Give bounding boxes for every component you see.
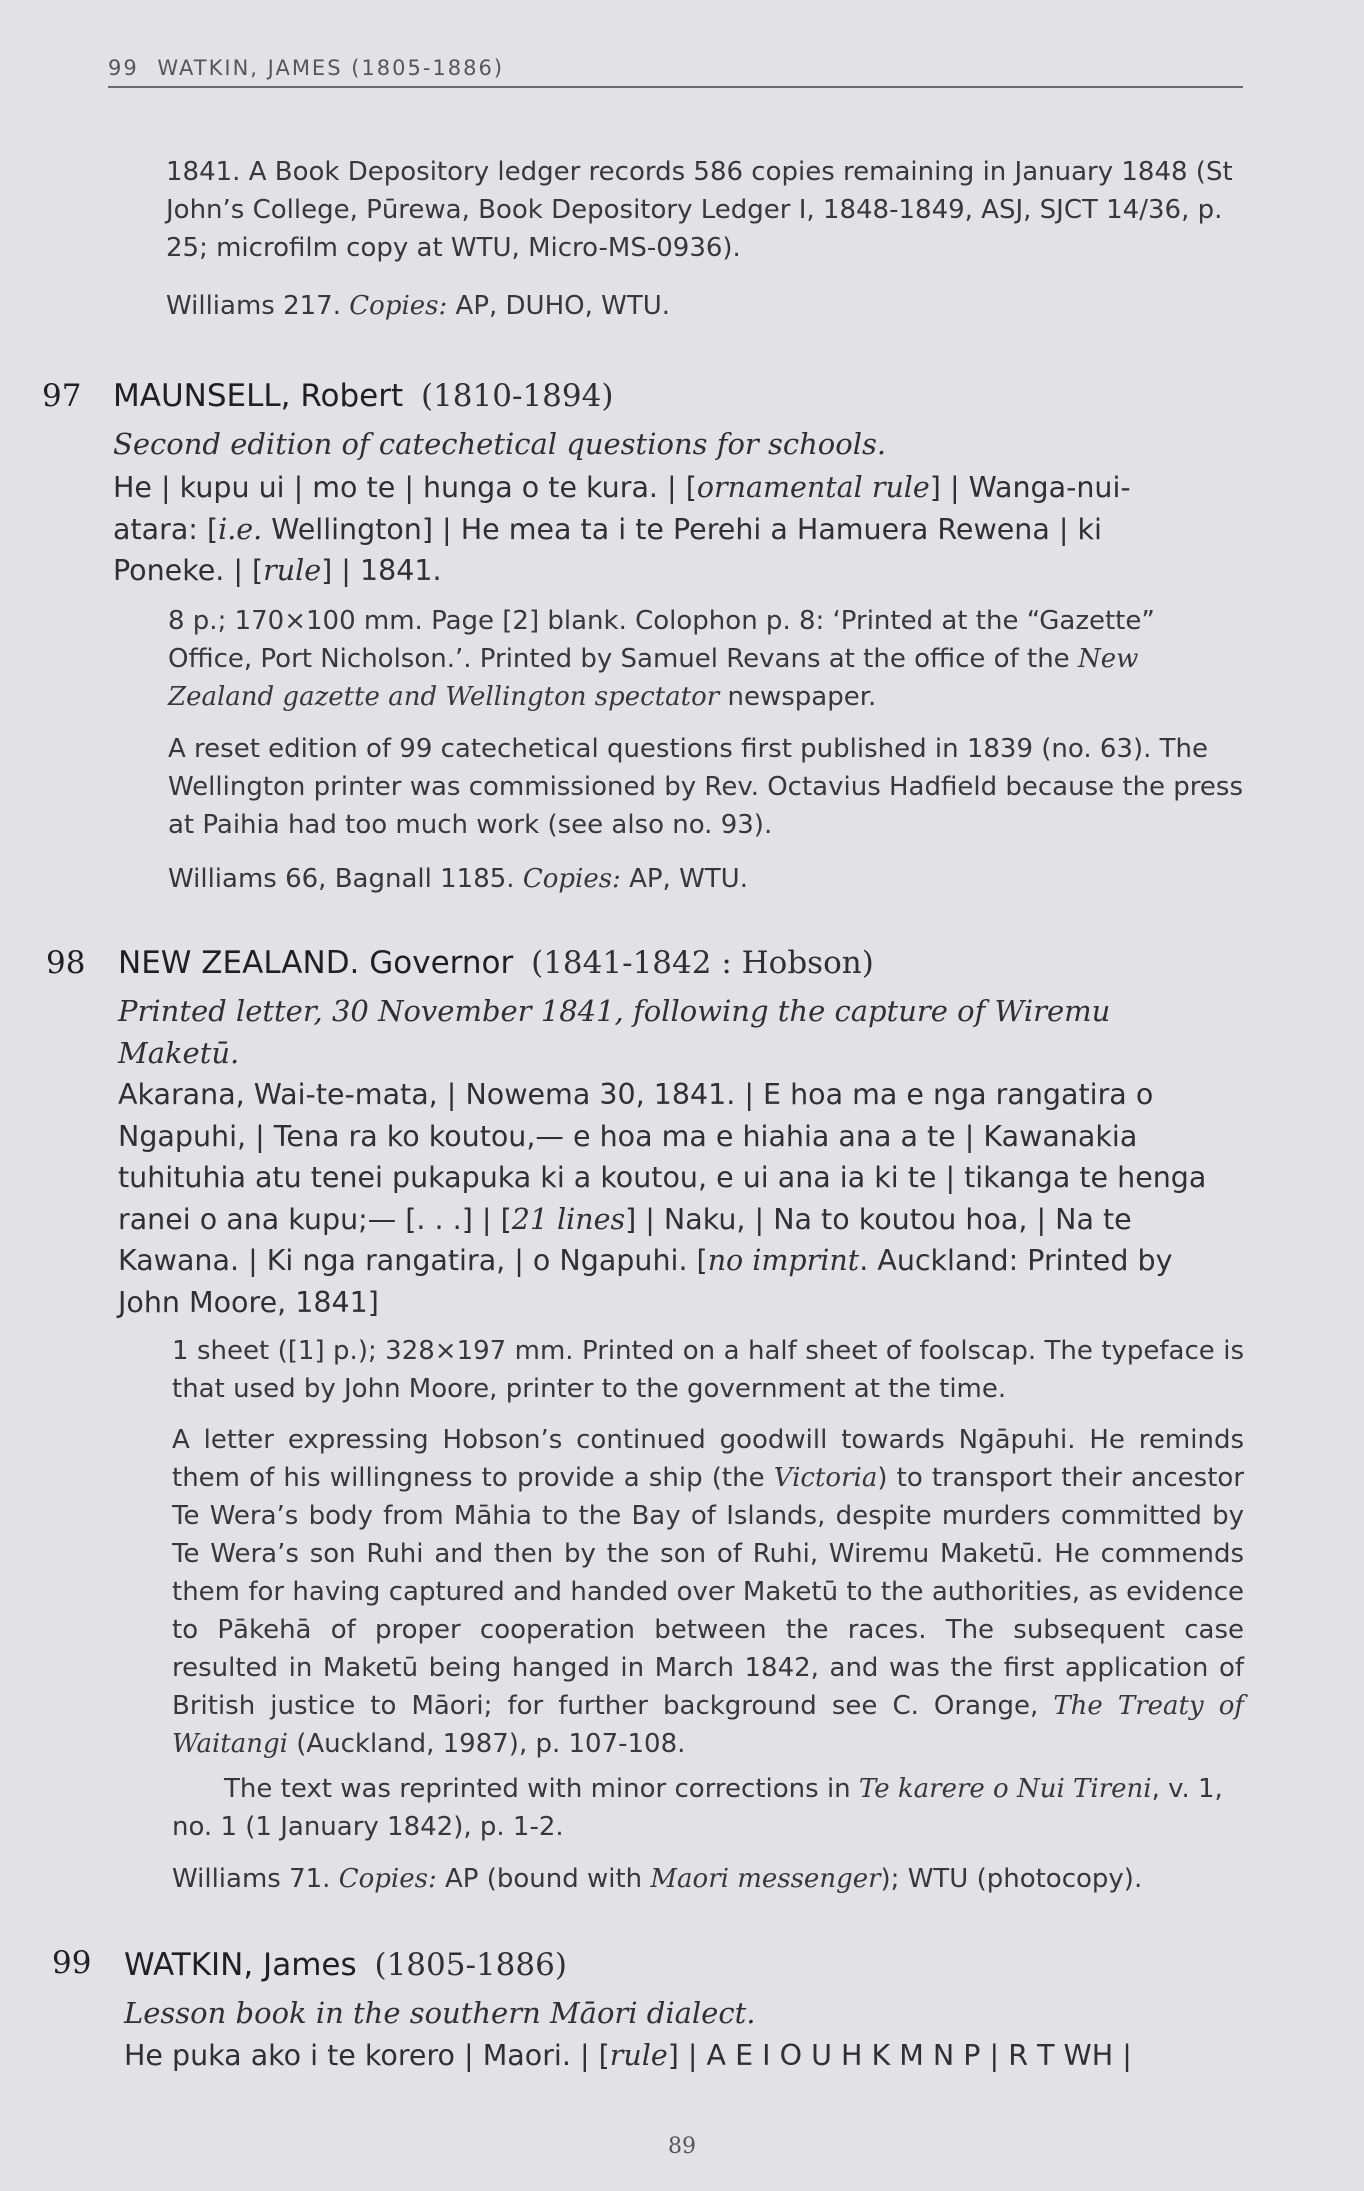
- entry-note-97: A reset edition of 99 catechetical questions first published in 1839 (no. 63). The Wellington printer was commissioned by Rev. Octavius Hadfield because the press at Paihia had too much work (see also no. 93).: [168, 734, 1244, 840]
- entry-author-97: MAUNSELL, Robert: [113, 378, 404, 414]
- running-head-number: 99: [108, 56, 139, 80]
- continuation-refs: Williams 217. Copies: AP, DUHO, WTU.: [166, 291, 671, 321]
- entry-number-99: 99: [52, 1945, 92, 1981]
- entry-refs-97: Williams 66, Bagnall 1185. Copies: AP, WTU.: [168, 864, 748, 894]
- entry-number-97: 97: [42, 378, 82, 414]
- entry-author-99: WATKIN, James: [124, 1947, 357, 1983]
- entry-title-98: Printed letter, 30 November 1841, following the capture of Wiremu Maketū.: [118, 994, 1111, 1070]
- entry-number-98: 98: [46, 945, 86, 981]
- entry-physical-description-97: 8 p.; 170×100 mm. Page [2] blank. Colophon p. 8: ‘Printed at the “Gazette” Office, Port Nicholson.’. Printed by Samuel Revans at the office of the New Zealand gazette and Wellington spectator newspaper.: [168, 606, 1155, 712]
- entry-author-98: NEW ZEALAND. Governor: [118, 945, 514, 981]
- entry-heading-99: [124, 1947, 567, 1983]
- running-head-text: WATKIN, JAMES (1805-1886): [157, 56, 505, 80]
- entry-heading-97: [113, 378, 613, 414]
- entry-heading-98: [118, 945, 874, 981]
- entry-dates-99: (1805-1886): [374, 1947, 567, 1983]
- entry-dates-97: (1810-1894): [420, 378, 614, 414]
- page-number: 89: [668, 2134, 696, 2159]
- entry-transcription-98: Akarana, Wai-te-mata, | Nowema 30, 1841. | E hoa ma e nga rangatira o Ngapuhi, | Tena ra ko koutou,— e hoa ma e hiahia ana a te | Kawanakia tuhituhia atu tenei pukapuka ki a koutou, e ui ana ia ki te | tikanga te henga ranei o ana kupu;— [. . .] | [21 lines] | Naku, | Na to koutou hoa, | Na te Kawana. | Ki nga rangatira, | o Ngapuhi. [no imprint. Auckland: Printed by John Moore, 1841]: [118, 1078, 1207, 1319]
- entry-note-98: A letter expressing Hobson’s continued goodwill towards Ngāpuhi. He reminds them of his willingness to provide a ship (the Victoria) to transport their ancestor Te Wera’s body from Māhia to the Bay of Islands, despite murders committed by Te Wera’s son Ruhi and then by the son of Ruhi, Wiremu Maketū. He commends them for having captured and handed over Maketū to the authorities, as evidence to Pākehā of proper cooperation between the races. The subsequent case resulted in Maketū being hanged in March 1842, and was the first application of British justice to Māori; for further background see C. Orange, The Treaty of Waitangi (Auckland, 1987), p. 107-108.: [172, 1425, 1245, 1759]
- entry-title-97: Second edition of catechetical questions for schools.: [113, 427, 887, 461]
- entry-transcription-99: He puka ako i te korero | Maori. | [rule] | A E I O U H K M N P | R T WH |: [124, 2039, 1132, 2072]
- entry-transcription-97: He | kupu ui | mo te | hunga o te kura. | [ornamental rule] | Wanga-nui-atara: [i.e. Wellington] | He mea ta i te Perehi a Hamuera Rewena | ki Poneke. | [rule] | 1841.: [113, 471, 1131, 587]
- running-head: [108, 56, 1243, 88]
- entry-physical-description-98: 1 sheet ([1] p.); 328×197 mm. Printed on a half sheet of foolscap. The typeface is that used by John Moore, printer to the government at the time.: [172, 1336, 1244, 1404]
- entry-refs-98: Williams 71. Copies: AP (bound with Maori messenger); WTU (photocopy).: [172, 1864, 1143, 1894]
- continuation-text: 1841. A Book Depository ledger records 586 copies remaining in January 1848 (St John’s College, Pūrewa, Book Depository Ledger I, 1848-1849, ASJ, SJCT 14/36, p. 25; microfilm copy at WTU, Micro-MS-0936).: [166, 157, 1233, 263]
- entry-dates-98: (1841-1842 : Hobson): [531, 945, 874, 981]
- entry-title-99: Lesson book in the southern Māori dialect.: [124, 1996, 756, 2030]
- entry-reprint-note-98: The text was reprinted with minor corrections in Te karere o Nui Tireni, v. 1, no. 1 (1 January 1842), p. 1-2.: [172, 1774, 1223, 1842]
